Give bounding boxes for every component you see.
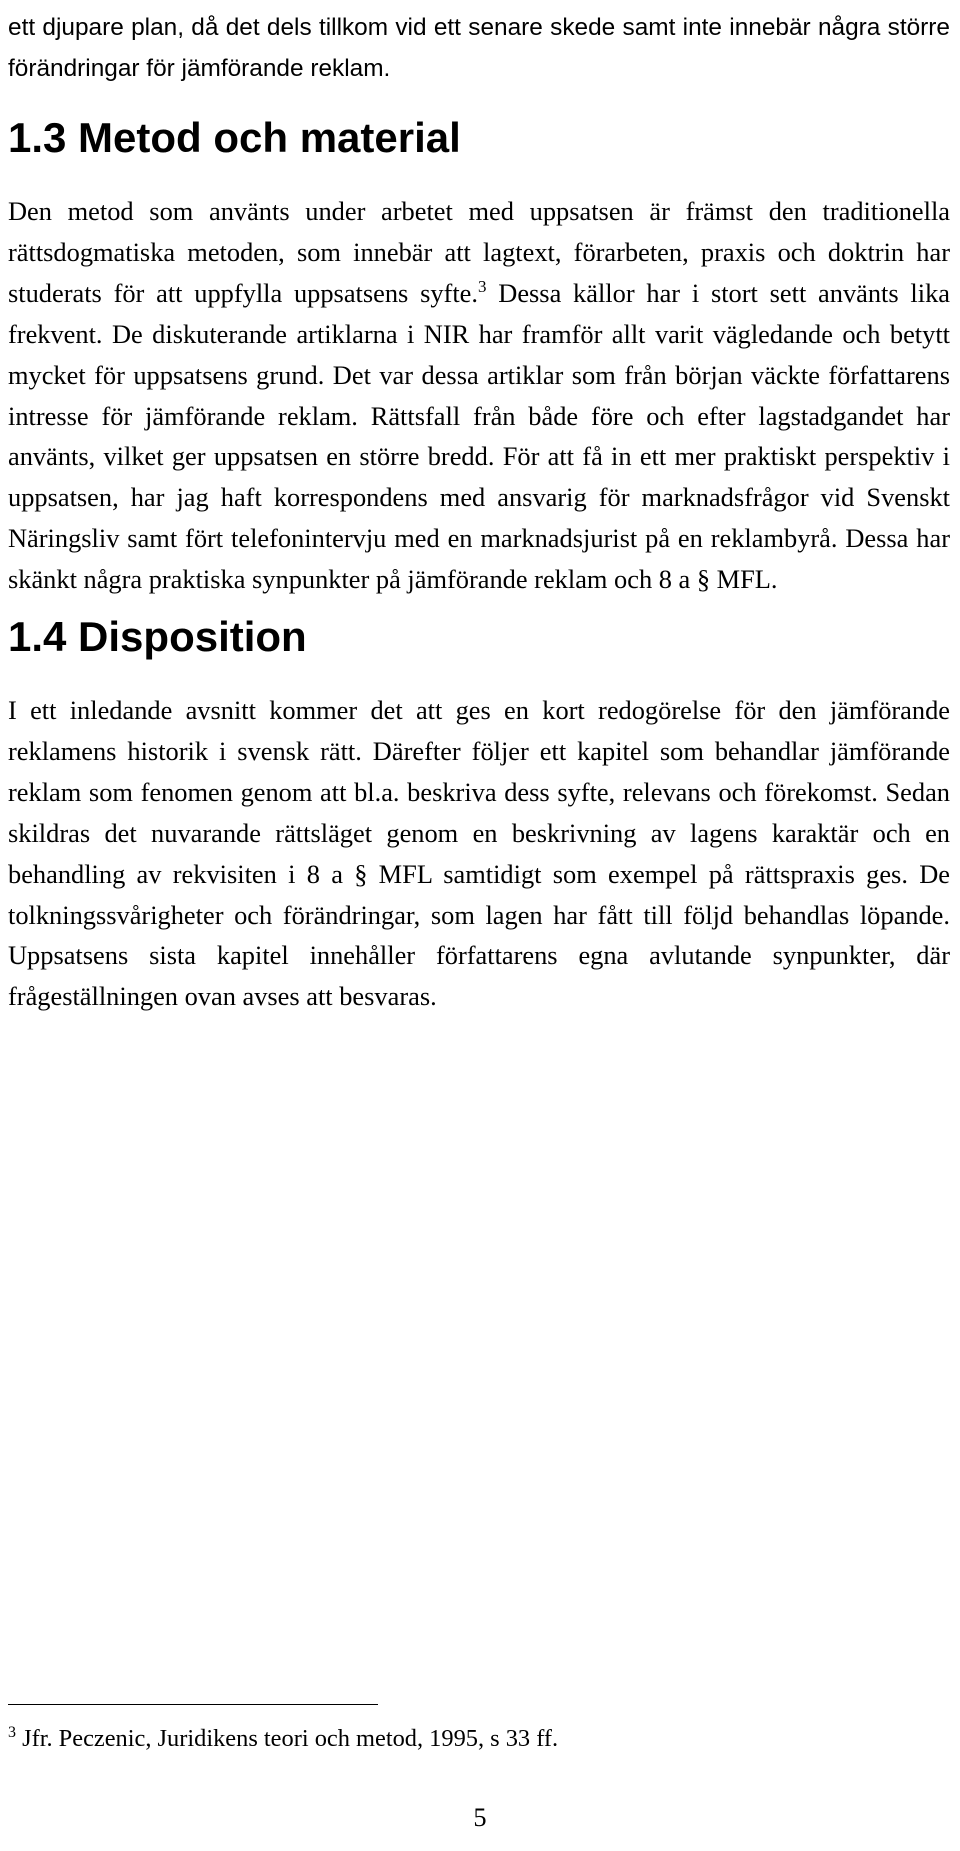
footnote-text: Jfr. Peczenic, Juridikens teori och metod, 1995, s 33 ff.: [16, 1725, 559, 1752]
intro-paragraph: [8, 8, 950, 90]
method-paragraph-part2: Dessa källor har i stort sett använts lika frekvent. De diskuterande artiklarna i NIR har framför allt varit vägledande och betytt mycket för uppsatsens grund. Det var dessa artiklar som från början väckte författarens intresse för jämförande reklam. Rättsfall från både före och efter lagstadgandet har använts, vilket ger uppsatsen en större bredd. För att få in ett mer praktiskt perspektiv i uppsatsen, har jag haft korrespondens med ansvarig för marknadsfrågor vid Svenskt Näringsliv samt fört telefonintervju med en marknadsjurist på en reklambyrå. Dessa har skänkt några praktiska synpunkter på jämförande reklam och 8 a § MFL.: [8, 277, 950, 595]
footnote: [8, 1722, 558, 1756]
intro-paragraph-text: ett djupare plan, då det dels tillkom vid ett senare skede samt inte innebär några större förändringar för jämförande reklam.: [8, 14, 950, 82]
footnote-separator: [8, 1704, 378, 1705]
method-paragraph-part1: Den metod som använts under arbetet med uppsatsen är främst den traditionella rättsdogmatiska metoden, som innebär att lagtext, förarbeten, praxis och doktrin har studerats för att uppfylla uppsatsens syfte.: [8, 196, 950, 308]
footnote-number: 3: [8, 1723, 16, 1741]
page-number: 5: [473, 1802, 487, 1832]
section-heading-disposition: 1.4 Disposition: [8, 613, 307, 660]
section-heading-metod: 1.3 Metod och material: [8, 114, 461, 161]
footnote-reference[interactable]: 3: [478, 277, 487, 297]
disposition-paragraph: I ett inledande avsnitt kommer det att ges en kort redogörelse för den jämförande reklamens historik i svensk rätt. Därefter följer ett kapitel som behandlar jämförande reklam som fenomen genom att bl.a. beskriva dess syfte, relevans och förekomst. Sedan skildras det nuvarande rättsläget genom en beskrivning av lagens karaktär och en behandling av rekvisiten i 8 a § MFL samtidigt som exempel på rättspraxis ges. De tolkningssvårigheter och förändringar, som lagen har fått till följd behandlas löpande. Uppsatsens sista kapitel innehåller författarens egna avlutande synpunkter, där frågeställningen ovan avses att besvaras.: [8, 695, 950, 1012]
method-paragraph: [8, 191, 950, 600]
